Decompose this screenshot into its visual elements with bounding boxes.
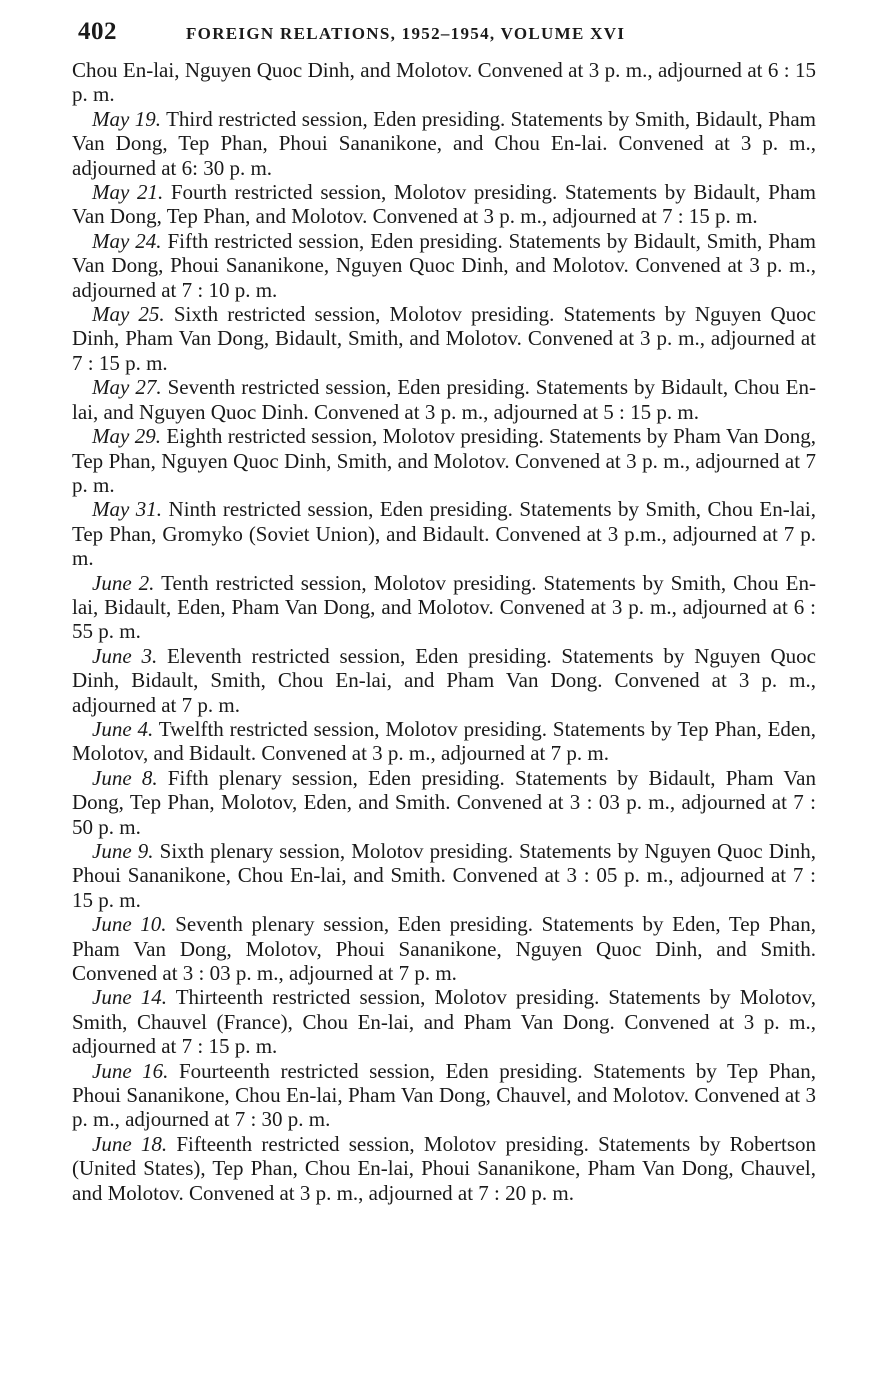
session-entry	[72, 424, 816, 497]
session-entry	[72, 497, 816, 570]
session-entry	[72, 1132, 816, 1205]
entry-date: June 10.	[92, 912, 167, 937]
document-page	[72, 18, 816, 1205]
entry-date: June 9.	[92, 839, 154, 863]
entry-text: Seventh plenary session, Eden presiding. Statements by Eden, Tep Phan, Pham Van Dong, Molotov, Phoui Sananikone, Nguyen Quoc Dinh, and Smith. Convened at 3 : 03 p. m., adjourned at 7 p. m.	[72, 912, 816, 986]
entry-date: June 2.	[92, 570, 155, 595]
session-entry	[72, 1059, 816, 1132]
entry-date: May 21.	[92, 180, 164, 205]
entry-text: Third restricted session, Eden presiding. Statements by Smith, Bidault, Pham Van Dong, Tep Phan, Phoui Sananikone, and Chou En-lai. Convened at 3 p. m., adjourned at 6: 30 p. m.	[72, 106, 816, 180]
entry-date: June 8.	[92, 765, 158, 790]
entry-date: May 31.	[92, 497, 163, 522]
entry-text: Fifth restricted session, Eden presiding. Statements by Bidault, Smith, Pham Van Dong, Phoui Sananikone, Nguyen Quoc Dinh, and Molotov. Convened at 3 p. m., adjourned at 7 : 10 p. m.	[72, 228, 816, 302]
session-entry	[72, 571, 816, 644]
session-entry	[72, 985, 816, 1058]
document-body	[72, 58, 816, 1205]
entry-text: Tenth restricted session, Molotov presiding. Statements by Smith, Chou En-lai, Bidault, Eden, Pham Van Dong, and Molotov. Convened at 3 p. m., adjourned at 6 : 55 p. m.	[72, 570, 816, 644]
session-entry	[72, 180, 816, 229]
session-entry	[72, 107, 816, 180]
entry-text: Seventh restricted session, Eden presiding. Statements by Bidault, Chou En-lai, and Nguyen Quoc Dinh. Convened at 3 p. m., adjourned at 5 : 15 p. m.	[72, 375, 816, 424]
entry-text: Eleventh restricted session, Eden presiding. Statements by Nguyen Quoc Dinh, Bidault, Smith, Chou En-lai, and Pham Van Dong. Convened at 3 p. m., adjourned at 7 p. m.	[72, 643, 816, 717]
entry-text: Fourth restricted session, Molotov presiding. Statements by Bidault, Pham Van Dong, Tep Phan, and Molotov. Convened at 3 p. m., adjourned at 7 : 15 p. m.	[72, 180, 816, 229]
session-entry	[72, 375, 816, 424]
entry-date: May 27.	[92, 375, 162, 400]
entry-date: June 18.	[92, 1131, 168, 1156]
page-number: 402	[78, 18, 117, 45]
session-entry	[72, 229, 816, 302]
page-header	[72, 18, 816, 54]
entry-date: May 19.	[92, 106, 162, 131]
session-entry	[72, 766, 816, 839]
session-entry	[72, 717, 816, 766]
session-entry	[72, 302, 816, 375]
entry-date: May 24.	[92, 228, 162, 253]
entry-date: June 14.	[92, 985, 167, 1010]
entry-text: Ninth restricted session, Eden presiding. Statements by Smith, Chou En-lai, Tep Phan, Gromyko (Soviet Union), and Bidault. Convened at 3 p.m., adjourned at 7 p. m.	[72, 497, 816, 571]
entry-text: Twelfth restricted session, Molotov presiding. Statements by Tep Phan, Eden, Molotov, and Bidault. Convened at 3 p. m., adjourned at 7 p. m.	[72, 716, 816, 766]
entry-date: June 16.	[92, 1058, 169, 1083]
session-entry	[72, 839, 816, 912]
entry-date: June 3.	[92, 643, 158, 668]
entry-date: June 4.	[92, 716, 154, 741]
entry-text: Thirteenth restricted session, Molotov presiding. Statements by Molotov, Smith, Chauvel (France), Chou En-lai, and Pham Van Dong. Convened at 3 p. m., adjourned at 7 : 15 p. m.	[72, 985, 816, 1059]
running-head: FOREIGN RELATIONS, 1952–1954, VOLUME XVI	[186, 24, 626, 43]
continuation-paragraph: Chou En-lai, Nguyen Quoc Dinh, and Molotov. Convened at 3 p. m., adjourned at 6 : 15 p. m.	[72, 58, 816, 107]
entry-text: Fifth plenary session, Eden presiding. Statements by Bidault, Pham Van Dong, Tep Phan, Molotov, Eden, and Smith. Convened at 3 : 03 p. m., adjourned at 7 : 50 p. m.	[72, 765, 816, 839]
entry-date: May 29.	[92, 424, 161, 449]
entry-text: Eighth restricted session, Molotov presiding. Statements by Pham Van Dong, Tep Phan, Nguyen Quoc Dinh, Smith, and Molotov. Convened at 3 p. m., adjourned at 7 p. m.	[72, 424, 816, 497]
session-entry	[72, 644, 816, 717]
entry-date: May 25.	[92, 302, 165, 327]
entry-text: Fourteenth restricted session, Eden presiding. Statements by Tep Phan, Phoui Sananikone, Chou En-lai, Pham Van Dong, Chauvel, and Molotov. Convened at 3 p. m., adjourned at 7 : 30 p. m.	[72, 1058, 816, 1132]
entry-text: Sixth plenary session, Molotov presiding. Statements by Nguyen Quoc Dinh, Phoui Sananikone, Chou En-lai, and Smith. Convened at 3 : 05 p. m., adjourned at 7 : 15 p. m.	[72, 839, 816, 912]
entry-text: Sixth restricted session, Molotov presiding. Statements by Nguyen Quoc Dinh, Pham Van Dong, Bidault, Smith, and Molotov. Convened at 3 p. m., adjourned at 7 : 15 p. m.	[72, 302, 816, 375]
entry-text: Fifteenth restricted session, Molotov presiding. Statements by Robertson (United States), Tep Phan, Chou En-lai, Phoui Sananikone, Pham Van Dong, Chauvel, and Molotov. Convened at 3 p. m., adjourned at 7 : 20 p. m.	[72, 1131, 817, 1205]
session-entry	[72, 912, 816, 985]
